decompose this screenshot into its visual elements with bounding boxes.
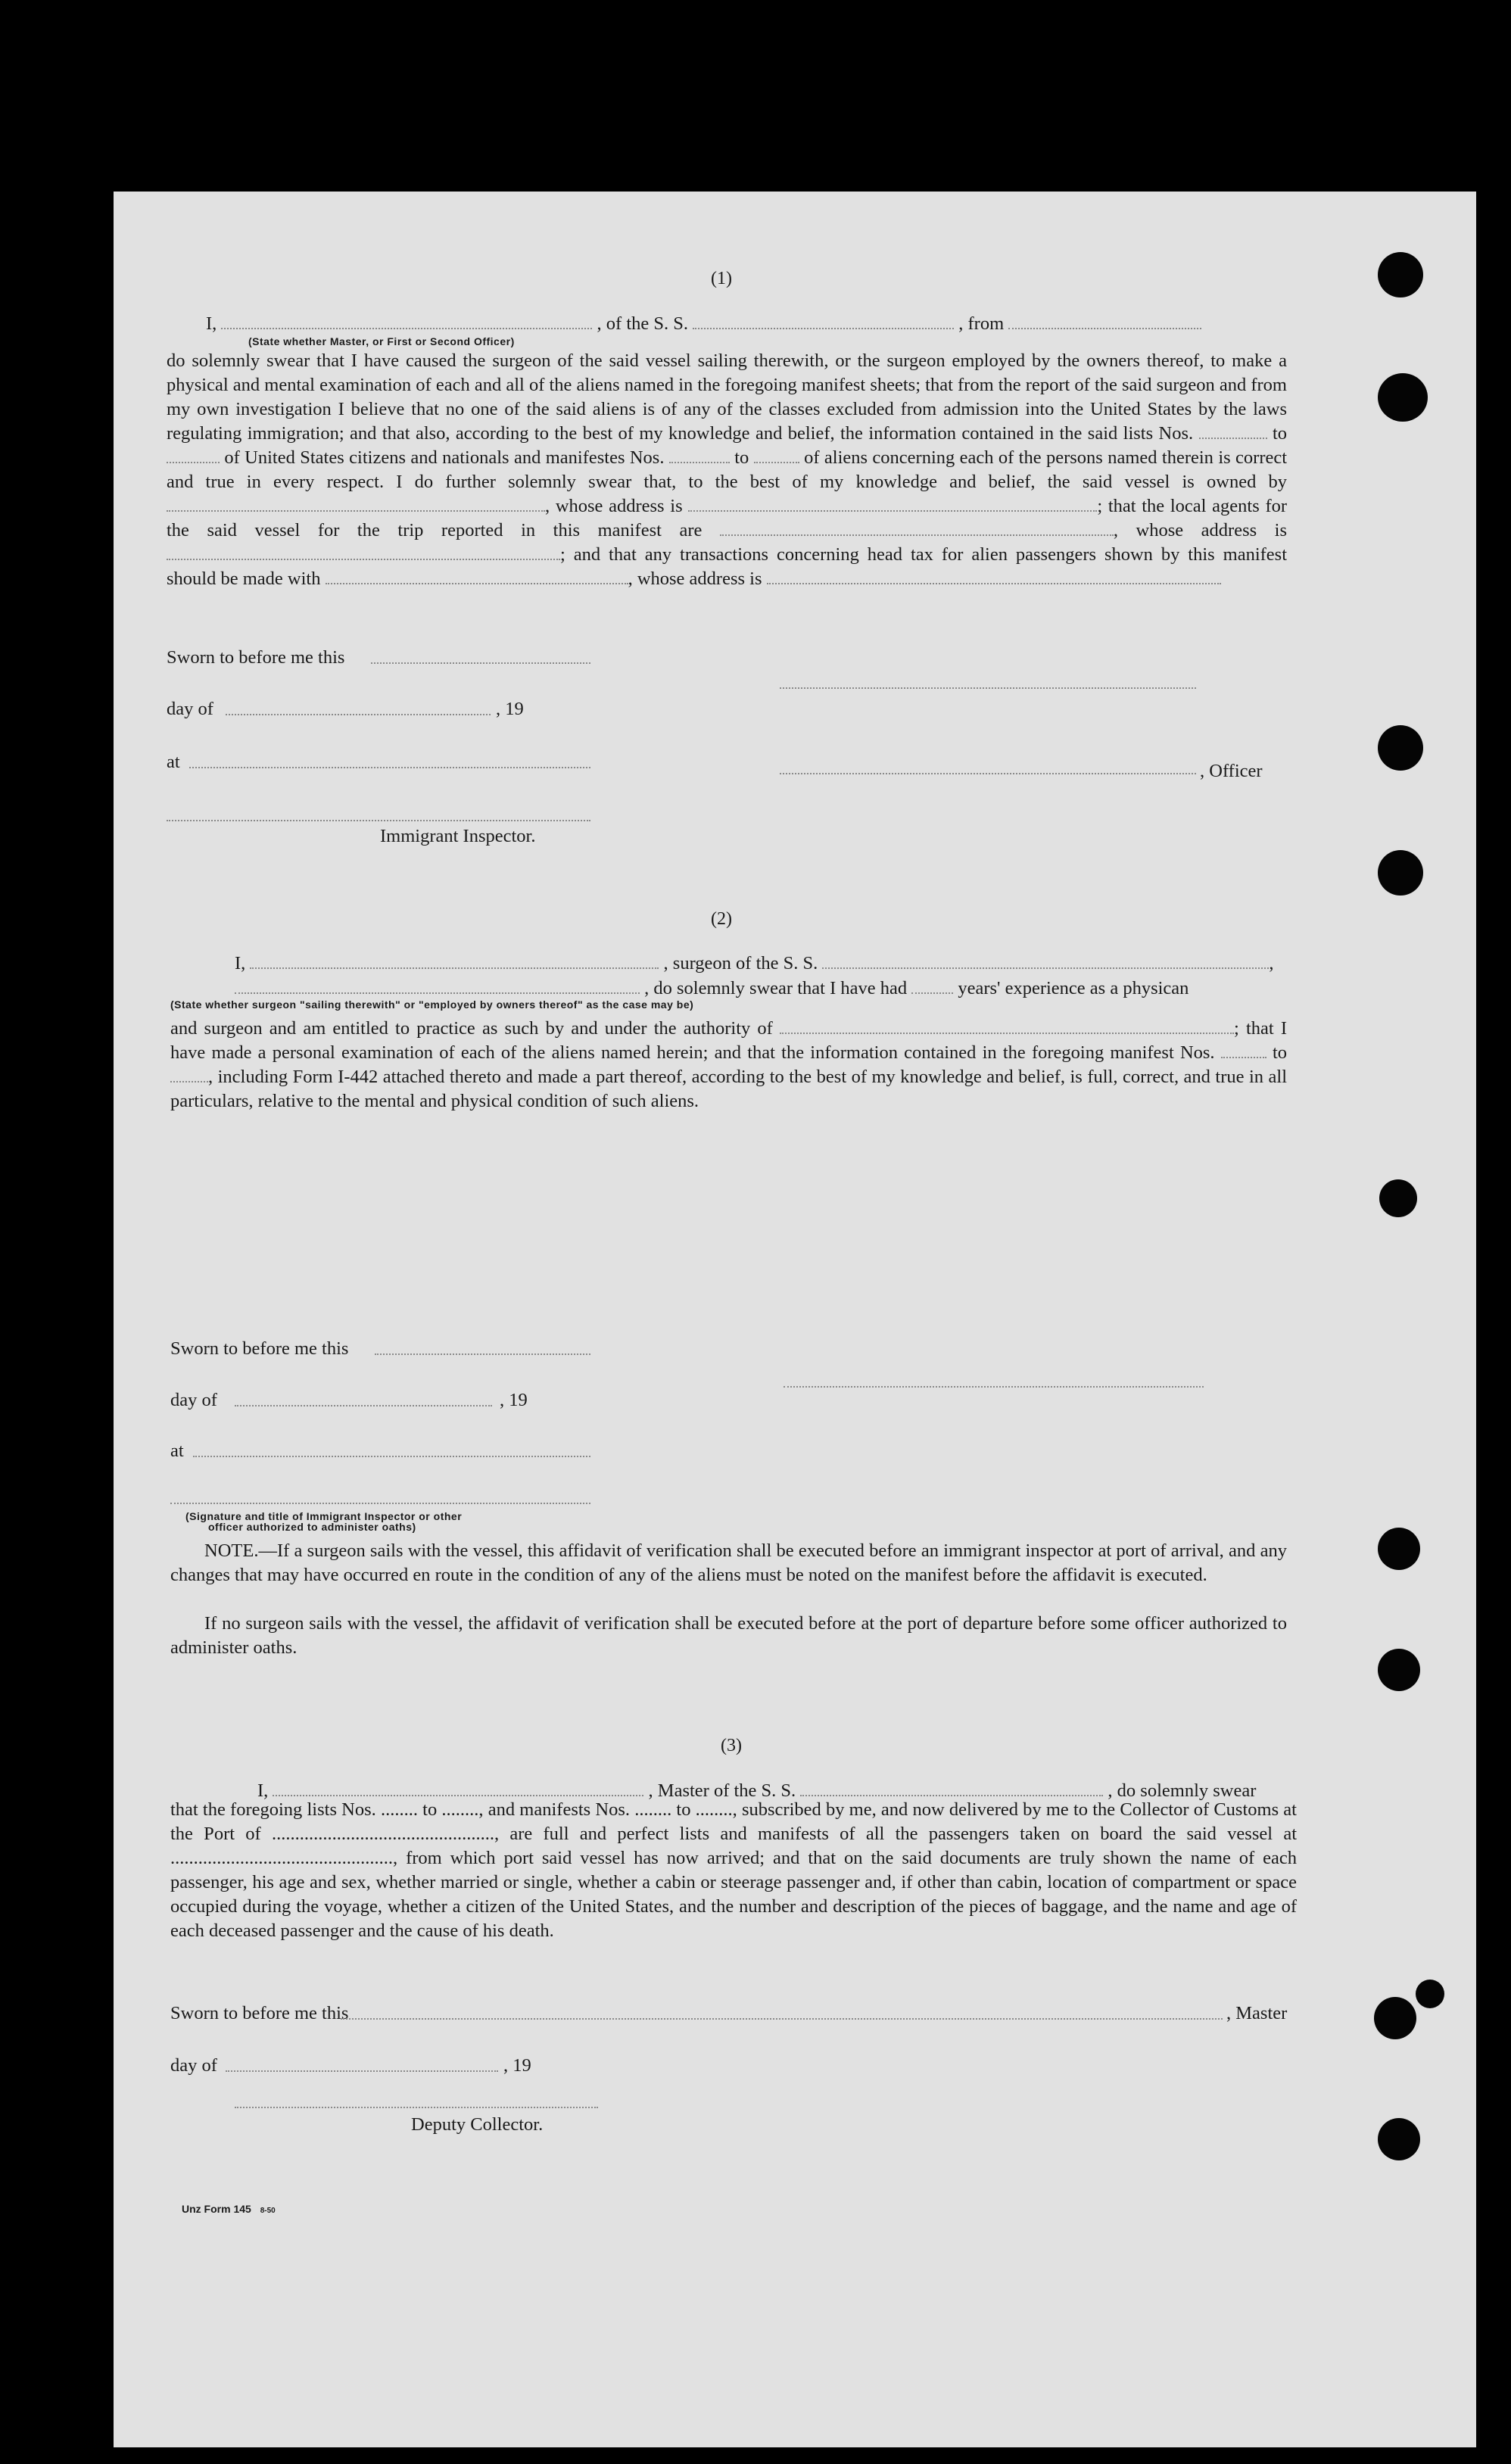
vessel-field[interactable]	[693, 314, 954, 329]
section-1-officer-label: , Officer	[1200, 761, 1263, 781]
years-experience-field[interactable]	[911, 979, 953, 994]
surgeon-manifest-to-field[interactable]	[170, 1067, 208, 1082]
section-1-number: (1)	[711, 269, 732, 288]
master-vessel-field[interactable]	[800, 1781, 1103, 1796]
section-2-month-field[interactable]	[235, 1405, 492, 1406]
section-1-place-field[interactable]	[189, 767, 590, 768]
section-2-surgeon-line: I, , surgeon of the S. S. ,	[235, 953, 1274, 973]
punch-hole	[1374, 1997, 1416, 2039]
punch-hole	[1378, 1528, 1420, 1570]
section-2-surgeon-signature-line[interactable]	[784, 1386, 1204, 1388]
section-1-inspector-title: Immigrant Inspector.	[380, 826, 536, 846]
section-1-body: do solemnly swear that I have caused the surgeon of the said vessel sailing therewith, or the surgeon employed by the owners thereof, to make a physical and mental examination of each and all of the aliens named in the foregoing manifest sheets; that from the report of the said surgeon and from my own investigation I believe that no one of the said aliens is of any of the classes excluded from admission into the United States by the laws regulating immigration; and that also, according to the best of my knowledge and belief, the information contained in the said lists Nos. to of United States citizens and nationals and manifestes Nos. to of aliens concerning each of the persons named therein is correct and true in every respect. I do further solemnly swear that, to the best of my knowledge and belief, the said vessel is owned by , whose address is ; that the local agents for the said vessel for the trip reported in this manifest are , whose address is ; and that any transactions concerning head tax for alien passengers shown by this manifest should be made with , whose address is	[167, 350, 1288, 589]
section-3-number: (3)	[721, 1736, 742, 1755]
manifest-affidavit-page	[114, 192, 1476, 2447]
section-3-master-label: , Master	[1226, 2003, 1288, 2023]
punch-hole	[1416, 1980, 1444, 2008]
surgeon-name-field[interactable]	[250, 954, 659, 969]
section-3-collector-signature-line[interactable]	[235, 2107, 598, 2108]
note-paragraph-2: If no surgeon sails with the vessel, the affidavit of verification shall be executed before at the port of departure before some officer authorized to administer oaths.	[170, 1613, 1287, 1658]
section-2-status-label: (State whether surgeon "sailing therewith" or "employed by owners thereof" as the case may be)	[170, 998, 694, 1011]
name-field[interactable]	[221, 314, 592, 329]
section-2-place-field[interactable]	[193, 1456, 590, 1457]
section-2-sworn-day-field[interactable]	[375, 1353, 590, 1355]
owner-address-field[interactable]	[688, 497, 1097, 512]
section-1-declarant-line: I, , of the S. S. , from	[206, 314, 1201, 334]
punch-hole	[1378, 850, 1423, 896]
section-2-day-label: day of	[170, 1390, 217, 1410]
section-3-master-line: I, , Master of the S. S. , do solemnly swear	[257, 1780, 1257, 1801]
section-2-year-label: , 19	[500, 1390, 528, 1410]
section-3-body: that the foregoing lists Nos. ........ to ........, and manifests Nos. ........ to ........, subscribed by me, and now delivered by me to the Collector of Customs at the Port of ................................................, are full and perfect lists and manifests of all the passengers taken on board the said vessel at ................................................, from which port said vessel has now arrived; and that on the said documents are truly shown the name of each passenger, his age and sex, whether married or single, whether a cabin or steerage passenger and, if other than cabin, location of compartment or space occupied during the voyage, whether a citizen of the United States, and the number and description of the pieces of baggage, and the name and age of each deceased passenger and the cause of his death.	[170, 1799, 1297, 1941]
master-name-field[interactable]	[273, 1781, 643, 1796]
section-3-collector-title: Deputy Collector.	[411, 2114, 544, 2135]
punch-hole	[1378, 373, 1428, 422]
section-2-signature-label-2: officer authorized to administer oaths)	[208, 1521, 416, 1533]
section-2-inspector-signature-line[interactable]	[170, 1503, 590, 1504]
section-1-year-label: , 19	[496, 699, 524, 719]
section-1-at-label: at	[167, 752, 180, 772]
section-2-at-label: at	[170, 1441, 184, 1461]
section-1-day-label: day of	[167, 699, 213, 719]
section-3-day-label: day of	[170, 2055, 217, 2076]
surgeon-vessel-field[interactable]	[822, 954, 1269, 969]
local-agents-field[interactable]	[720, 521, 1114, 536]
section-2-sworn-label: Sworn to before me this	[170, 1338, 349, 1359]
alien-manifest-to-field[interactable]	[754, 448, 799, 463]
punch-hole	[1378, 252, 1423, 297]
section-1-month-field[interactable]	[226, 714, 491, 715]
section-1-sworn-label: Sworn to before me this	[167, 647, 345, 668]
section-1-signature-line[interactable]	[780, 687, 1196, 689]
section-3-year-label: , 19	[503, 2055, 531, 2076]
section-2-signature-label-1: (Signature and title of Immigrant Inspector or other	[185, 1510, 463, 1522]
citizen-list-to-field[interactable]	[167, 448, 220, 463]
from-port-field[interactable]	[1008, 314, 1201, 329]
agents-address-field[interactable]	[167, 545, 560, 560]
punch-hole	[1378, 725, 1423, 771]
section-1-officer-signature-line[interactable]	[780, 773, 1196, 774]
form-number: Unz Form 145 8-50	[182, 2203, 276, 2215]
section-3-master-signature-line[interactable]	[341, 2018, 1223, 2020]
head-tax-party-field[interactable]	[326, 569, 628, 584]
surgeon-status-field[interactable]	[235, 979, 640, 994]
punch-hole	[1378, 2118, 1420, 2160]
section-3-month-field[interactable]	[226, 2070, 498, 2072]
section-1-rank-label: (State whether Master, or First or Second Officer)	[248, 335, 515, 347]
section-2-body: and surgeon and am entitled to practice as such by and under the authority of ; that I have made a personal examination of each of the aliens named herein; and that the information contained in the foregoing manifest Nos. to , including Form I-442 attached thereto and made a part thereof, according to the best of my knowledge and belief, is full, correct, and true in all particulars, relative to the mental and physical condition of such aliens.	[170, 1018, 1288, 1111]
alien-manifest-from-field[interactable]	[669, 448, 730, 463]
note-paragraph-1: NOTE.—If a surgeon sails with the vessel, this affidavit of verification shall be executed before an immigrant inspector at port of arrival, and any changes that may have occurred en route in the condition of any of the aliens must be noted on the manifest before the affidavit is executed.	[170, 1540, 1287, 1585]
owner-field[interactable]	[167, 497, 545, 512]
section-1-sworn-day-field[interactable]	[371, 662, 590, 664]
head-tax-address-field[interactable]	[767, 569, 1221, 584]
punch-hole	[1379, 1179, 1417, 1217]
punch-hole	[1378, 1649, 1420, 1691]
surgeon-manifest-from-field[interactable]	[1221, 1043, 1266, 1058]
licensing-authority-field[interactable]	[780, 1019, 1234, 1034]
section-1-inspector-signature-line[interactable]	[167, 820, 590, 821]
section-2-number: (2)	[711, 909, 732, 929]
citizen-list-from-field[interactable]	[1199, 424, 1267, 439]
section-3-sworn-label: Sworn to before me this	[170, 2003, 349, 2023]
section-2-experience-line: , do solemnly swear that I have had years' experience as a physican	[235, 979, 1189, 998]
